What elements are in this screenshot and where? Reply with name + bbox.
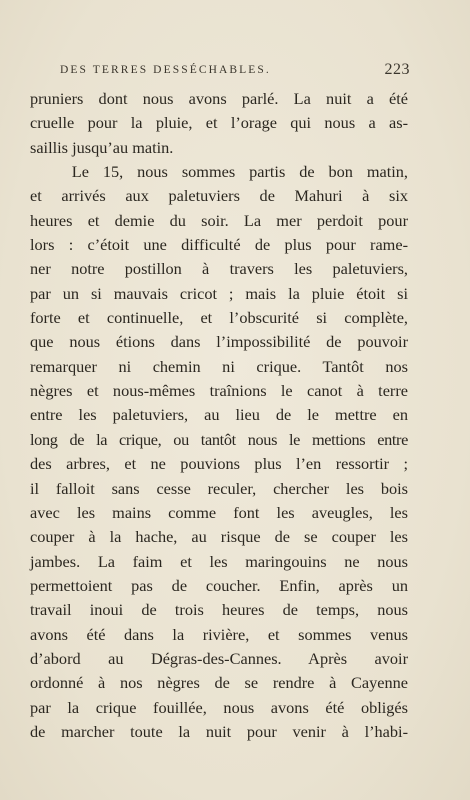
text-line: permettoient pas de coucher. Enfin, après un [30,575,408,595]
text-line: et arrivés aux paletuviers de Mahuri à six [30,186,408,206]
text-line: cruelle pour la pluie, et l’orage qui nous a as- [30,113,408,133]
body-text [30,87,408,744]
text-line: avons été dans la rivière, et sommes venus [30,624,408,644]
text-line: lors : c’étoit une difficulté de plus pour rame- [30,235,408,255]
text-line: de marcher toute la nuit pour venir à l’habi- [30,721,408,741]
text-line: heures et demie du soir. La mer perdoit pour [30,210,408,230]
text-line: que nous étions dans l’impossibilité de pouvoir [30,332,408,352]
text-line: par un si mauvais cricot ; mais la pluie étoit si [30,283,408,303]
text-line: saillis jusqu’au matin. [30,137,174,157]
text-line: couper à la hache, au risque de se couper les [30,527,408,547]
text-line: travail inoui de trois heures de temps, nous [30,600,408,620]
text-line: jambes. La faim et les maringouins ne nous [30,551,408,571]
text-line: entre les paletuviers, au lieu de le mettre en [30,405,408,425]
text-line: d’abord au Dégras-des-Cannes. Après avoir [30,648,408,668]
text-line: forte et continuelle, et l’obscurité si complète, [30,308,408,328]
text-line: par la crique fouillée, nous avons été obligés [30,697,408,717]
text-line: nègres et nous-mêmes traînions le canot à terre [30,381,408,401]
text-line: il falloit sans cesse reculer, chercher les bois [30,478,408,498]
page-number: 223 [384,61,410,78]
text-line: Le 15, nous sommes partis de bon matin, [30,162,408,182]
text-line: ordonné à nos nègres de se rendre à Cayenne [30,673,408,693]
running-title: DES TERRES DESSÉCHABLES. [60,64,271,76]
text-line: remarquer ni chemin ni crique. Tantôt nos [30,356,408,376]
text-line: ner notre postillon à travers les paletuviers, [30,259,408,279]
text-line: avec les mains comme font les aveugles, les [30,502,408,522]
text-line: pruniers dont nous avons parlé. La nuit a été [30,89,408,108]
text-line: des arbres, et ne pouvions plus l’en ressortir ; [30,454,408,474]
text-line: long de la crique, ou tantôt nous le mettions entre [30,429,408,449]
running-head [60,61,410,84]
